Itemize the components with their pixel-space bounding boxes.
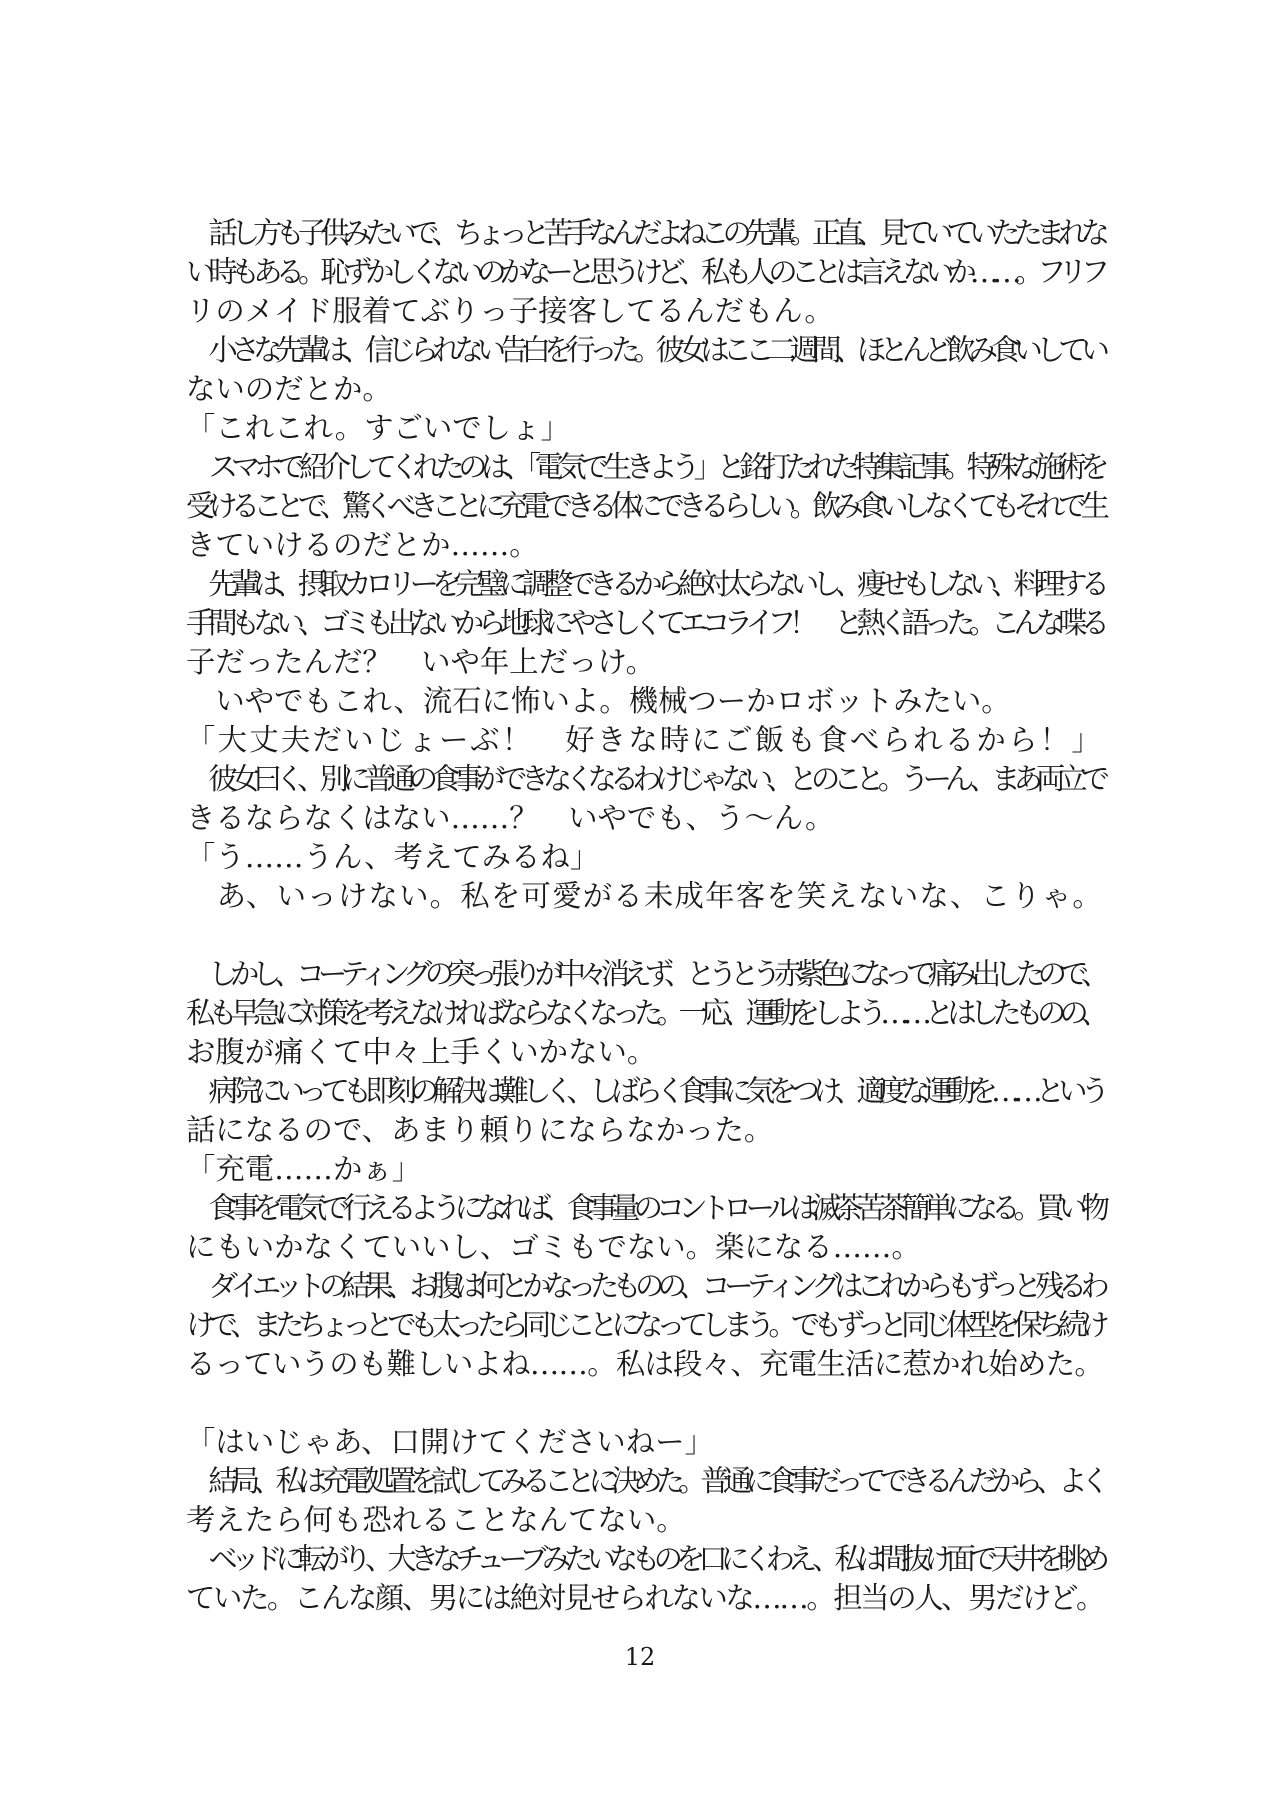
text-line-row (186, 643, 1103, 682)
text-line-row (186, 877, 1103, 916)
text-line: 「これこれ。すごいでしょ」 (186, 411, 570, 445)
text-line: 「う……うん、考えてみるね」 (186, 840, 600, 874)
text-line-row (186, 487, 1103, 526)
text-line: い時もある。恥ずかしくないのかなーと思うけど、私も人のことは言えないか……。フリフ (186, 255, 1104, 289)
text-line: お腹が痛くて中々上手くいかない。 (186, 1035, 657, 1069)
document-body (186, 214, 1103, 1618)
text-line: 手間もない、ゴミも出ないから地球にやさしくてエコライフ！ と熱く語った。こんな喋る (186, 606, 1103, 640)
text-line: いやでもこれ、流石に怖いよ。機械つーかロボットみたい。 (186, 684, 1011, 718)
text-line: あ、いっけない。私を可愛がる未成年客を笑えないな、こりゃ。 (186, 879, 1103, 913)
text-line: ベッドに転がり、大きなチューブみたいなものを口にくわえ、私は間抜け面で天井を眺め (186, 1542, 1103, 1576)
text-line-row (186, 994, 1103, 1033)
text-line-row (186, 1267, 1103, 1306)
text-line: 結局、私は充電処置を試してみることに決めた。普通に食事だってできるんだから、よく (186, 1464, 1103, 1498)
text-line: スマホで紹介してくれたのは、「電気で生きよう」と銘打たれた特集記事。特殊な施術を (186, 450, 1103, 484)
text-line-row (186, 721, 1103, 760)
text-line-row (186, 1462, 1103, 1501)
text-line: しかし、コーティングの突っ張りが中々消えず、とうとう赤紫色になって痛み出したので、 (186, 957, 1104, 991)
text-line-row (186, 604, 1103, 643)
text-line: 話し方も子供みたいで、ちょっと苦手なんだよねこの先輩。正直、見ていていたたまれな (186, 216, 1103, 250)
text-line-row (186, 214, 1103, 253)
text-line-row (186, 526, 1103, 565)
text-line: 先輩は、摂取カロリーを完璧に調整できるから絶対太らないし、痩せもしない、料理する (186, 567, 1103, 601)
blank-line (186, 916, 1103, 955)
text-line-row (186, 565, 1103, 604)
text-line-row (186, 838, 1103, 877)
text-line-row (186, 1189, 1103, 1228)
text-line: るっていうのも難しいよね……。私は段々、充電生活に惹かれ始めた。 (186, 1347, 1104, 1381)
text-line-row (186, 1306, 1103, 1345)
text-line: 食事を電気で行えるようになれば、食事量のコントロールは滅茶苦茶簡単になる。買い物 (186, 1191, 1103, 1225)
text-line-row (186, 1540, 1103, 1579)
text-line: 私も早急に対策を考えなければならなくなった。一応、運動をしよう……とはしたものの、 (186, 996, 1104, 1030)
text-line: 「はいじゃあ、口開けてくださいねー」 (186, 1425, 714, 1459)
text-line: ていた。こんな顔、男には絶対見せられないな……。担当の人、男だけど。 (186, 1581, 1103, 1615)
text-line-row (186, 1111, 1103, 1150)
text-line: 考えたら何も恐れることなんてない。 (186, 1503, 686, 1537)
text-line: けで、またちょっとでも太ったら同じことになってしまう。でもずっと同じ体型を保ち続け (186, 1308, 1103, 1342)
text-line-row (186, 955, 1103, 994)
text-line: 小さな先輩は、信じられない告白を行った。彼女はここ二週間、ほとんど飲み食いしてい (186, 333, 1103, 367)
text-line-row (186, 1072, 1103, 1111)
text-line-row (186, 1345, 1103, 1384)
text-line: 「大丈夫だいじょーぶ！ 好きな時にご飯も食べられるから！」 (186, 723, 1103, 757)
text-line-row (186, 253, 1103, 292)
text-line-row (186, 682, 1103, 721)
text-line: 病院にいっても即刻の解決は難しく、しばらく食事に気をつけ、適度な運動を……という (186, 1074, 1103, 1108)
text-line: リのメイド服着てぶりっ子接客してるんだもん。 (186, 294, 834, 328)
text-line-row (186, 331, 1103, 370)
text-line-row (186, 409, 1103, 448)
text-line: 彼女曰く、別に普通の食事ができなくなるわけじゃない、とのこと。うーん、まあ両立で (186, 762, 1103, 796)
text-line-row (186, 1033, 1103, 1072)
page-number: 12 (624, 1643, 656, 1671)
text-line-row (186, 799, 1103, 838)
blank-line (186, 1384, 1103, 1423)
text-line: にもいかなくていいし、ゴミもでない。楽になる……。 (186, 1230, 921, 1264)
text-line-row (186, 1228, 1103, 1267)
text-line: 「充電……かぁ」 (186, 1152, 422, 1186)
text-line: きていけるのだとか……。 (186, 528, 539, 562)
text-line: 受けることで、驚くべきことに充電できる体にできるらしい。飲み食いしなくてもそれで生 (186, 489, 1103, 523)
text-line-row (186, 292, 1103, 331)
text-line-row (186, 370, 1103, 409)
text-line: 話になるので、あまり頼りにならなかった。 (186, 1113, 774, 1147)
text-line-row (186, 760, 1103, 799)
text-line-row (186, 448, 1103, 487)
text-line-row (186, 1423, 1103, 1462)
text-line: ないのだとか。 (186, 372, 392, 406)
text-line: ダイエットの結果、お腹は何とかなったものの、コーティングはこれからもずっと残るわ (186, 1269, 1103, 1303)
text-line: きるならなくはない……？ いやでも、う～ん。 (186, 801, 835, 835)
text-line: 子だったんだ？ いや年上だっけ。 (186, 645, 656, 679)
text-line-row (186, 1501, 1103, 1540)
text-line-row (186, 1150, 1103, 1189)
text-line-row (186, 1579, 1103, 1618)
